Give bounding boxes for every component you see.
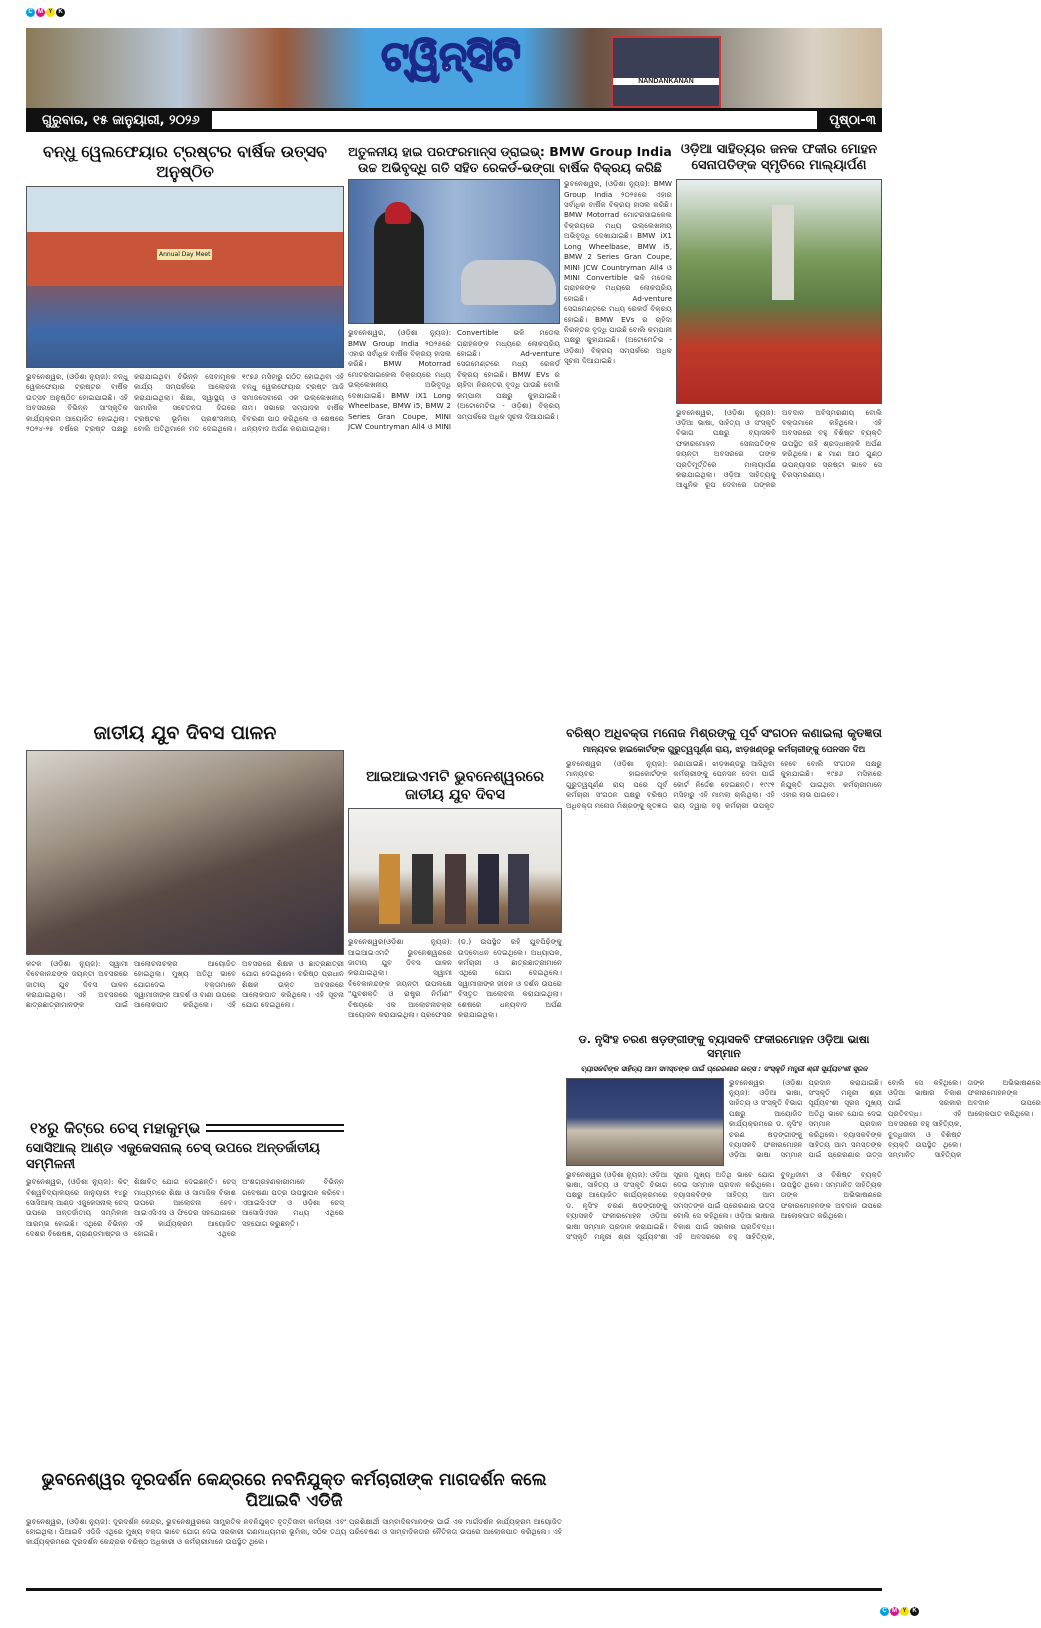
body-bmw-a: ଭୁବନେଶ୍ୱର, (ଓଡ଼ିଶା ନ୍ୟୁଜ): BMW Group India ୨୦୨୫ରେ ଏହାର ସର୍ବାଧିକ ବାର୍ଷିକ ବିକ୍ରୟ ହାସଲ କରିଛି। BMW Motorrad ମୋଟରସାଇକେଲ ବିକ୍ରୟରେ ମଧ୍ୟ ଉଲ୍ଲେଖନୀୟ ଅଭିବୃଦ୍ଧି ଦେଖାଯାଇଛି। BMW iX1 Long Wheelbase, BMW i5, BMW 2 Series Gran Coupe, MINI JCW Countryman All4 ଓ MINI Convertible ଭଳି ମଡେଲ ଗ୍ରାହକଙ୍କ ମଧ୍ୟରେ ଲୋକପ୍ରିୟ ହୋଇଛି। Ad-venture ସେଗମେଣ୍ଟରେ ମଧ୍ୟ ରେକର୍ଡ ବିକ୍ରୟ ହୋଇଛି। BMW EVs ର ଚାହିଦା ନିରନ୍ତର ବୃଦ୍ଧି ପାଉଛି ବୋଲି କମ୍ପାନୀ ପକ୍ଷରୁ କୁହାଯାଇଛି। (ଅଟୋମେଟିଭ - ଓଡ଼ିଶା) ବିକ୍ରୟ ସମ୍ପର୍କରେ ଅଧିକ ସୂଚନା ଦିଆଯାଇଛି। [348, 328, 560, 431]
subhead-nrusingha: ବ୍ୟାସକବିଙ୍କ ସାହିତ୍ୟ ଆମ ସମସ୍ତଙ୍କ ପାଇଁ ପ୍ରେରଣାର ଉତ୍ସ : ସଂସ୍କୃତି ମନ୍ତ୍ରୀ ଶ୍ରୀ ସୂର୍ଯ୍ୟବଂଶୀ ସୂରଜ [580, 1064, 868, 1073]
article-doordarshan [26, 1470, 562, 1584]
article-manoj-nrusingha [566, 726, 1041, 1562]
photo-iiim-event [348, 808, 562, 933]
statue-shape [772, 205, 794, 300]
headline-iiim: ଆଇଆଇଏମଟି ଭୁବନେଶ୍ୱରରେ ଜାତୀୟ ଯୁବ ଦିବସ [366, 769, 544, 804]
photo-award-ceremony [566, 1078, 724, 1166]
body-yuba: କଟକ (ଓଡ଼ିଶା ନ୍ୟୁଜ): ସ୍ୱାମୀ ବିବେକାନନ୍ଦଙ୍କ ଜୟନ୍ତୀ ଅବସରରେ ଜାତୀୟ ଯୁବ ଦିବସ ପାଳନ କରାଯାଇଥିଲା। ଏହି ଅବସରରେ ଛାତ୍ରଛାତ୍ରୀମାନଙ୍କ ପାଇଁ ଆଲୋଚନାଚକ୍ର ଆୟୋଜିତ ହୋଇଥିଲା। ମୁଖ୍ୟ ଅତିଥି ଭାବେ ଯୋଗଦେଇ ବକ୍ତାମାନେ ସ୍ୱାମୀଜୀଙ୍କ ଆଦର୍ଶ ଓ ବାଣୀ ଉପରେ ଆଲୋକପାତ କରିଥିଲେ। ଏହି ଅବସରରେ ଶିକ୍ଷକ ଓ ଛାତ୍ରଛାତ୍ରୀ ଯୋଗ ଦେଇଥିଲେ। ବରିଷ୍ଠ ପ୍ରଧାନ ଶିକ୍ଷକ ଉକ୍ତ ଅବସରରେ ଆଲୋକପାତ କରିଥିଲେ। ଏହି ସୂଚନା ଯୋଗ ଦେଇଥିଲେ। [26, 958, 344, 1010]
body-iiim: ଭୁବନେଶ୍ୱର(ଓଡ଼ିଶା ନ୍ୟୁଜ): ଆଇଆଇଏମଟି ଭୁବନେଶ୍ୱରରେ ଜାତୀୟ ଯୁବ ଦିବସ ପାଳନ କରାଯାଇଥିଲା। ସ୍ୱାମୀ ବିବେକାନନ୍ଦଙ୍କ ଜୟନ୍ତୀ ଉପଲକ୍ଷେ "ଯୁବଶକ୍ତି ଓ ରାଷ୍ଟ୍ର ନିର୍ମାଣ" ବିଷୟରେ ଏକ ଆଲୋଚନାଚକ୍ର ଆୟୋଜନ କରାଯାଇଥିଲା। ପ୍ରଫେସର (ଡ.) ଉପସ୍ଥିତ ରହି ଯୁବପିଢ଼ିଙ୍କୁ ଉଦ୍‌ବୋଧନ ଦେଇଥିଲେ। ଅଧ୍ୟାପକ, କର୍ମଚାରୀ ଓ ଛାତ୍ରଛାତ୍ରୀମାନେ ଏଥିରେ ଯୋଗ ଦେଇଥିଲେ। ସ୍ୱାମୀଜୀଙ୍କ ଜୀବନ ଓ ଦର୍ଶନ ଉପରେ ବିସ୍ତୃତ ଆଲୋଚନା କରାଯାଇଥିଲା। ଶେଷରେ ଧନ୍ୟବାଦ ଅର୍ପଣ କରାଯାଇଥିଲା। [348, 937, 562, 1020]
body-bmw-b: ଭୁବନେଶ୍ୱର, (ଓଡ଼ିଶା ନ୍ୟୁଜ): BMW Group India ୨୦୨୫ରେ ଏହାର ସର୍ବାଧିକ ବାର୍ଷିକ ବିକ୍ରୟ ହାସଲ କରିଛି। BMW Motorrad ମୋଟରସାଇକେଲ ବିକ୍ରୟରେ ମଧ୍ୟ ଉଲ୍ଲେଖନୀୟ ଅଭିବୃଦ୍ଧି ଦେଖାଯାଇଛି। BMW iX1 Long Wheelbase, BMW i5, BMW 2 Series Gran Coupe, MINI JCW Countryman All4 ଓ MINI Convertible ଭଳି ମଡେଲ ଗ୍ରାହକଙ୍କ ମଧ୍ୟରେ ଲୋକପ୍ରିୟ ହୋଇଛି। Ad-venture ସେଗମେଣ୍ଟରେ ମଧ୍ୟ ରେକର୍ଡ ବିକ୍ରୟ ହୋଇଛି। BMW EVs ର ଚାହିଦା ନିରନ୍ତର ବୃଦ୍ଧି ପାଉଛି ବୋଲି କମ୍ପାନୀ ପକ୍ଷରୁ କୁହାଯାଇଛି। (ଅଟୋମେଟିଭ - ଓଡ଼ିଶା) ବିକ୍ରୟ ସମ୍ପର୍କରେ ଅଧିକ ସୂଚନା ଦିଆଯାଇଛି। [564, 179, 672, 366]
body-nrusingha-b: ଭୁବନେଶ୍ୱର (ଓଡ଼ିଶା ନ୍ୟୁଜ): ଓଡ଼ିଆ ଭାଷା, ସାହିତ୍ୟ ଓ ସଂସ୍କୃତି ବିଭାଗ ପକ୍ଷରୁ ଆୟୋଜିତ କାର୍ଯ୍ୟକ୍ରମରେ ଡ. ନୃସିଂହ ଚରଣ ଷଡ଼ଙ୍ଗୀଙ୍କୁ ବ୍ୟାସକବି ଫକୀରମୋହନ ଓଡ଼ିଆ ଭାଷା ସମ୍ମାନ ପ୍ରଦାନ କରାଯାଇଛି। ସଂସ୍କୃତି ମନ୍ତ୍ରୀ ଶ୍ରୀ ସୂର୍ଯ୍ୟବଂଶୀ ସୂରଜ ମୁଖ୍ୟ ଅତିଥି ଭାବେ ଯୋଗ ଦେଇ ସମ୍ମାନ ପ୍ରଦାନ କରିଥିଲେ। ବ୍ୟାସକବିଙ୍କ ସାହିତ୍ୟ ଆମ ସମସ୍ତଙ୍କ ପାଇଁ ପ୍ରେରଣାର ଉତ୍ସ ବୋଲି ସେ କହିଥିଲେ। ଓଡ଼ିଆ ଭାଷାର ବିକାଶ ପାଇଁ ସରକାର ପ୍ରତିବଦ୍ଧ। ଏହି ଅବସରରେ ବହୁ ସାହିତ୍ୟିକ, ବୁଦ୍ଧିଜୀବୀ ଓ ବିଶିଷ୍ଟ ବ୍ୟକ୍ତି ଉପସ୍ଥିତ ଥିଲେ। ସମ୍ମାନିତ ସାହିତ୍ୟିକ ତାଙ୍କ ଅଭିଭାଷଣରେ ଫକୀରମୋହନଙ୍କ ଅବଦାନ ଉପରେ ଆଲୋକପାତ କରିଥିଲେ। [566, 1169, 882, 1241]
cmyk-m: M [892, 1608, 897, 1614]
article-fakir [676, 142, 882, 718]
people-figures [379, 854, 529, 924]
headline-doordarshan: ଭୁବନେଶ୍ୱର ଦୂରଦର୍ଶନ କେନ୍ଦ୍ରରେ ନବନିଯୁକ୍ତ କର୍ମଚାରୀଙ୍କ ମାଗଦର୍ଶନ କଲେ ପିଆଇବି ଏଡିଜି [41, 1470, 547, 1512]
headline-fakir: ଓଡ଼ିଆ ସାହିତ୍ୟର ଜନକ ଫକୀର ମୋହନ ସେନାପତିଙ୍କ ସ୍ମୃତିରେ ମାଲ୍ୟାର୍ପଣ [680, 142, 878, 174]
article-iiim [348, 768, 562, 1466]
cmyk-k: K [910, 1607, 919, 1616]
date-bar-blank [212, 111, 818, 129]
headline-nrusingha: ଡ. ନୃସିଂହ ଚରଣ ଷଡ଼ଙ୍ଗୀଙ୍କୁ ବ୍ୟାସକବି ଫକୀରମୋହନ ଓଡ଼ିଆ ଭାଷା ସମ୍ମାନ [578, 1033, 870, 1060]
body-chess: ଭୁବନେଶ୍ୱର, (ଓଡ଼ିଶା ନ୍ୟୁଜ): କିଟ୍ ବିଶ୍ୱବିଦ୍ୟାଳୟରେ ଜାନୁୟାରୀ ୧୪ରୁ ସୋସିଆଲ୍ ଆଣ୍ଡ ଏଜୁକେସନାଲ୍ ଚେସ୍ ଉପରେ ଅନ୍ତର୍ଜାତୀୟ ସମ୍ମିଳନୀ ଆରମ୍ଭ ହୋଇଛି। ଏଥିରେ ବିଭିନ୍ନ ଦେଶର ବିଶେଷଜ୍ଞ, ଗ୍ରାଣ୍ଡମାଷ୍ଟର ଓ ଶିକ୍ଷାବିତ୍ ଯୋଗ ଦେଇଛନ୍ତି। ଚେସ୍ ମାଧ୍ୟମରେ ଶିକ୍ଷା ଓ ସାମାଜିକ ବିକାଶ ଉପରେ ଆଲୋଚନା ହେବ। ଆଇଏସିଏସ ଓ ଫିଡେର ସହଯୋଗରେ ଏହି କାର୍ଯ୍ୟକ୍ରମ ଆୟୋଜିତ ହୋଇଛି। ଏଥିରେ ଅଂଶଗ୍ରହଣକାରୀମାନେ ବିଭିନ୍ନ ଗବେଷଣା ପତ୍ର ଉପସ୍ଥାପନ କରିବେ। ଏଆଇସିଏଫ ଓ ଓଡ଼ିଶା ଚେସ୍ ଆସୋସିଏସନ ମଧ୍ୟ ଏଥିରେ ସହଯୋଗ କରୁଛନ୍ତି। [26, 1177, 344, 1239]
person-figure [374, 210, 424, 324]
cmyk-k: K [56, 8, 65, 17]
bmw-left [348, 179, 560, 718]
body-fakir: ଭୁବନେଶ୍ୱର, (ଓଡ଼ିଶା ନ୍ୟୁଜ): ଓଡ଼ିଆ ଭାଷା, ସାହିତ୍ୟ ଓ ସଂସ୍କୃତି ବିଭାଗ ପକ୍ଷରୁ ବ୍ୟାସକବି ଫକୀରମୋହନ ସେନାପତିଙ୍କ ଜୟନ୍ତୀ ଅବସରରେ ତାଙ୍କ ପ୍ରତିମୂର୍ତ୍ତିରେ ମାଲ୍ୟାର୍ପଣ କରାଯାଇଥିଲା। ଓଡ଼ିଆ ସାହିତ୍ୟକୁ ଆଧୁନିକ ରୂପ ଦେବାରେ ତାଙ୍କର ଅବଦାନ ଅବିସ୍ମରଣୀୟ ବୋଲି ବକ୍ତାମାନେ କହିଥିଲେ। ଏହି ଅବସରରେ ବହୁ ବିଶିଷ୍ଟ ବ୍ୟକ୍ତି ଉପସ୍ଥିତ ରହି ଶ୍ରଦ୍ଧାଞ୍ଜଳି ଅର୍ପଣ କରିଥିଲେ। ଛ ମାଣ ଆଠ ଗୁଣ୍ଠ ଉପନ୍ୟାସର ସ୍ରଷ୍ଟା ଭାବେ ସେ ଚିରସ୍ମରଣୀୟ। [676, 407, 882, 490]
headline-bmw: ଅତୁଳନୀୟ ହାଇ ପରଫରମାନ୍ସ ଡ୍ରାଇଭ୍: BMW Group India ଉଚ୍ଚ ଅଭିବୃଦ୍ଧି ଗତି ସହିତ ରେକର୍ଡ-ଭଙ୍ଗା ବାର୍ଷିକ ବିକ୍ରୟ କରିଛି [348, 144, 672, 175]
body-manoj-mishra: ଭୁବନେଶ୍ୱର (ଓଡ଼ିଶା ନ୍ୟୁଜ): ମାନ୍ୟବର ହାଇକୋର୍ଟଙ୍କ ଗୁରୁତ୍ୱପୂର୍ଣ୍ଣ ରାୟ ପରେ ପୂର୍ବ କର୍ମଚାରୀ ସଂଗଠନ ପକ୍ଷରୁ ବରିଷ୍ଠ ଅଧିବକ୍ତା ମନୋଜ ମିଶ୍ରଙ୍କୁ କୃତଜ୍ଞତା ଜଣାଯାଇଛି। ଝାଡ଼ଖଣ୍ଡରୁ ଆସିଥିବା କର୍ମଚାରୀଙ୍କୁ ପେନସନ ଦେବା ପାଇଁ କୋର୍ଟ ନିର୍ଦ୍ଦେଶ ଦେଇଛନ୍ତି। ୧୯୯୧ ମସିହାରୁ ଏହି ମାମଲା ଚାଲିଥିଲା। ଏହି ରାୟ ଦ୍ୱାରା ବହୁ କର୍ମଚାରୀ ଉପକୃତ ହେବେ ବୋଲି ସଂଗଠନ ପକ୍ଷରୁ କୁହାଯାଇଛି। ୧୯୭୬ ମସିହାରେ ନିଯୁକ୍ତି ପାଇଥିବା କର୍ମଚାରୀମାନେ ଏହାର ଲାଭ ପାଇବେ। [566, 759, 882, 810]
headline-bandhu: ବନ୍ଧୁ ୱେଲଫେୟାର ଟ୍ରଷ୍ଟର ବାର୍ଷିକ ଉତ୍ସବ ଅନୁଷ୍ଠିତ [43, 142, 327, 181]
kicker-chess: ୧୪ରୁ କିଟ୍‌ରେ ଚେସ୍ ମହାକୁମ୍ଭ [30, 1118, 201, 1137]
cmyk-y: Y [46, 8, 55, 17]
article-bmw [348, 144, 672, 718]
cmyk-marks-bottom [880, 1607, 919, 1616]
photo-classroom-audience [26, 750, 344, 955]
masthead-title: ଟ୍ୱିନ୍‌ସିଟି [381, 34, 521, 80]
date-bar [26, 108, 882, 132]
nandankanan-sign: NANDANKANAN [613, 78, 719, 85]
body-bandhu: ଭୁବନେଶ୍ୱର, (ଓଡ଼ିଶା ନ୍ୟୁଜ): ବନ୍ଧୁ ୱେଲଫେୟାର ଟ୍ରଷ୍ଟର ବାର୍ଷିକ ଉତ୍ସବ ଅନୁଷ୍ଠିତ ହୋଇଯାଇଛି। ଏହି ଅବସରରେ ବିଭିନ୍ନ ସାଂସ୍କୃତିକ କାର୍ଯ୍ୟକ୍ରମ ଆୟୋଜିତ ହୋଇଥିଲା। ୨୦୨୪-୨୫ ବର୍ଷରେ ଟ୍ରଷ୍ଟ ପକ୍ଷରୁ କରାଯାଇଥିବା ବିଭିନ୍ନ ସେବାମୂଳକ କାର୍ଯ୍ୟ ସମ୍ପର୍କରେ ଆଲୋଚନା କରାଯାଇଥିଲା। ଶିକ୍ଷା, ସ୍ୱାସ୍ଥ୍ୟ ଓ ସାମାଜିକ ସଚେତନତା ଦିଗରେ ଟ୍ରଷ୍ଟର ଭୂମିକା ପ୍ରଶଂସନୀୟ ବୋଲି ଅତିଥିମାନେ ମତ ଦେଇଥିଲେ। ୧୯୭୬ ମସିହାରୁ ଗଠିତ ହୋଇଥିବା ଏହି ବନ୍ଧୁ ୱେଲଫେୟାର ଟ୍ରଷ୍ଟ ଆଜି ସମାଜସେବାରେ ଏକ ଉଲ୍ଲେଖନୀୟ ନାମ। ସଭାରେ ସମ୍ପାଦକ ବାର୍ଷିକ ବିବରଣୀ ପାଠ କରିଥିଲେ ଓ ଶେଷରେ ଧନ୍ୟବାଦ ଅର୍ପଣ କରାଯାଇଥିଲା। [26, 372, 344, 434]
cmyk-y: Y [900, 1607, 909, 1616]
article-yuba-chess [26, 722, 344, 1466]
photo-bmw-executive-car [348, 179, 560, 324]
cmyk-c: C [880, 1607, 889, 1616]
kicker-chess-row [26, 1119, 344, 1137]
masthead-banner [26, 28, 882, 108]
cmyk-marks-top [26, 8, 65, 17]
photo-fakir-statue-garlanding [676, 179, 882, 404]
body-nrusingha-a: ଭୁବନେଶ୍ୱର (ଓଡ଼ିଶା ନ୍ୟୁଜ): ଓଡ଼ିଆ ଭାଷା, ସାହିତ୍ୟ ଓ ସଂସ୍କୃତି ବିଭାଗ ପକ୍ଷରୁ ଆୟୋଜିତ କାର୍ଯ୍ୟକ୍ରମରେ ଡ. ନୃସିଂହ ଚରଣ ଷଡ଼ଙ୍ଗୀଙ୍କୁ ବ୍ୟାସକବି ଫକୀରମୋହନ ଓଡ଼ିଆ ଭାଷା ସମ୍ମାନ ପ୍ରଦାନ କରାଯାଇଛି। ସଂସ୍କୃତି ମନ୍ତ୍ରୀ ଶ୍ରୀ ସୂର୍ଯ୍ୟବଂଶୀ ସୂରଜ ମୁଖ୍ୟ ଅତିଥି ଭାବେ ଯୋଗ ଦେଇ ସମ୍ମାନ ପ୍ରଦାନ କରିଥିଲେ। ବ୍ୟାସକବିଙ୍କ ସାହିତ୍ୟ ଆମ ସମସ୍ତଙ୍କ ପାଇଁ ପ୍ରେରଣାର ଉତ୍ସ ବୋଲି ସେ କହିଥିଲେ। ଓଡ଼ିଆ ଭାଷାର ବିକାଶ ପାଇଁ ସରକାର ପ୍ରତିବଦ୍ଧ। ଏହି ଅବସରରେ ବହୁ ସାହିତ୍ୟିକ, ବୁଦ୍ଧିଜୀବୀ ଓ ବିଶିଷ୍ଟ ବ୍ୟକ୍ତି ଉପସ୍ଥିତ ଥିଲେ। ସମ୍ମାନିତ ସାହିତ୍ୟିକ ତାଙ୍କ ଅଭିଭାଷଣରେ ଫକୀରମୋହନଙ୍କ ଅବଦାନ ଉପରେ ଆଲୋକପାତ କରିଥିଲେ। [729, 1077, 1041, 1160]
body-doordarshan: ଭୁବନେଶ୍ୱର, (ଓଡ଼ିଶା ନ୍ୟୁଜ): ଦୂରଦର୍ଶନ କେନ୍ଦ୍ର, ଭୁବନେଶ୍ୱରରେ ସାମ୍ପ୍ରତିକ ନବନିଯୁକ୍ତ ବୃତ୍ତିଜୀବୀ କର୍ମଚାରୀ ଏବଂ ପ୍ରଶିକ୍ଷାର୍ଥୀ ସାମ୍ବାଦିକମାନଙ୍କ ପାଇଁ ଏକ ମାର୍ଗଦର୍ଶନ କାର୍ଯ୍ୟକ୍ରମ ଆୟୋଜିତ ହୋଇଥିଲା। ପିଆଇବି ଏଡିଜି ଏଥିରେ ମୁଖ୍ୟ ବକ୍ତା ଭାବେ ଯୋଗ ଦେଇ ସରକାରୀ ଗଣମାଧ୍ୟମର ଭୂମିକା, ସଠିକ ତଥ୍ୟ ପରିବେଷଣ ଓ ସାମ୍ବାଦିକତାର ନୈତିକତା ଉପରେ ଆଲୋକପାତ କରିଥିଲେ। ଏହି କାର୍ଯ୍ୟକ୍ରମରେ ଦୂରଦର୍ଶନ କେନ୍ଦ୍ରର ବରିଷ୍ଠ ଅଧିକାରୀ ଓ କର୍ମଚାରୀମାନେ ଉପସ୍ଥିତ ଥିଲେ। [26, 1516, 562, 1547]
turban-shape [385, 202, 411, 224]
headline-chess: ସୋସିଆଲ୍ ଆଣ୍ଡ ଏଜୁକେସନାଲ୍ ଚେସ୍ ଉପରେ ଅନ୍ତର୍ଜାତୀୟ ସମ୍ମିଳନୀ [26, 1140, 320, 1172]
photo-sign: Annual Day Meet [159, 251, 211, 258]
nandankanan-gate-image [611, 36, 721, 108]
page-number: ପୃଷ୍ଠା-୩ [829, 112, 876, 128]
photo-bandhu-group [26, 186, 344, 368]
bottom-rule [26, 1588, 882, 1591]
article-bandhu [26, 142, 344, 718]
subhead-manoj-mishra: ମାନ୍ୟବର ହାଇକୋର୍ଟଙ୍କ ଗୁରୁତ୍ୱପୂର୍ଣ୍ଣ ରାୟ, ଝାଡ଼ଖଣ୍ଡରୁ କର୍ମଚାରୀଙ୍କୁ ପେନସନ ଦିଅ [582, 745, 866, 755]
headline-manoj-mishra: ବରିଷ୍ଠ ଅଧିବକ୍ତା ମନୋଜ ମିଶ୍ରଙ୍କୁ ପୂର୍ବ ସଂଗଠନ କଣାଇଲା କୃତଜ୍ଞତା [566, 726, 882, 740]
cmyk-m: M [38, 9, 43, 15]
cmyk-c: C [26, 8, 35, 17]
headline-yuba-dibasa: ଜାତୀୟ ଯୁବ ଦିବସ ପାଳନ [93, 722, 277, 744]
kicker-rule [206, 1124, 344, 1132]
issue-date: ଗୁରୁବାର, ୧୫ ଜାନୁୟାରୀ, ୨୦୨୬ [42, 112, 200, 128]
bmw-body-row [348, 179, 672, 718]
nrusingha-photo-row [566, 1077, 1041, 1166]
car-shape [461, 260, 556, 305]
